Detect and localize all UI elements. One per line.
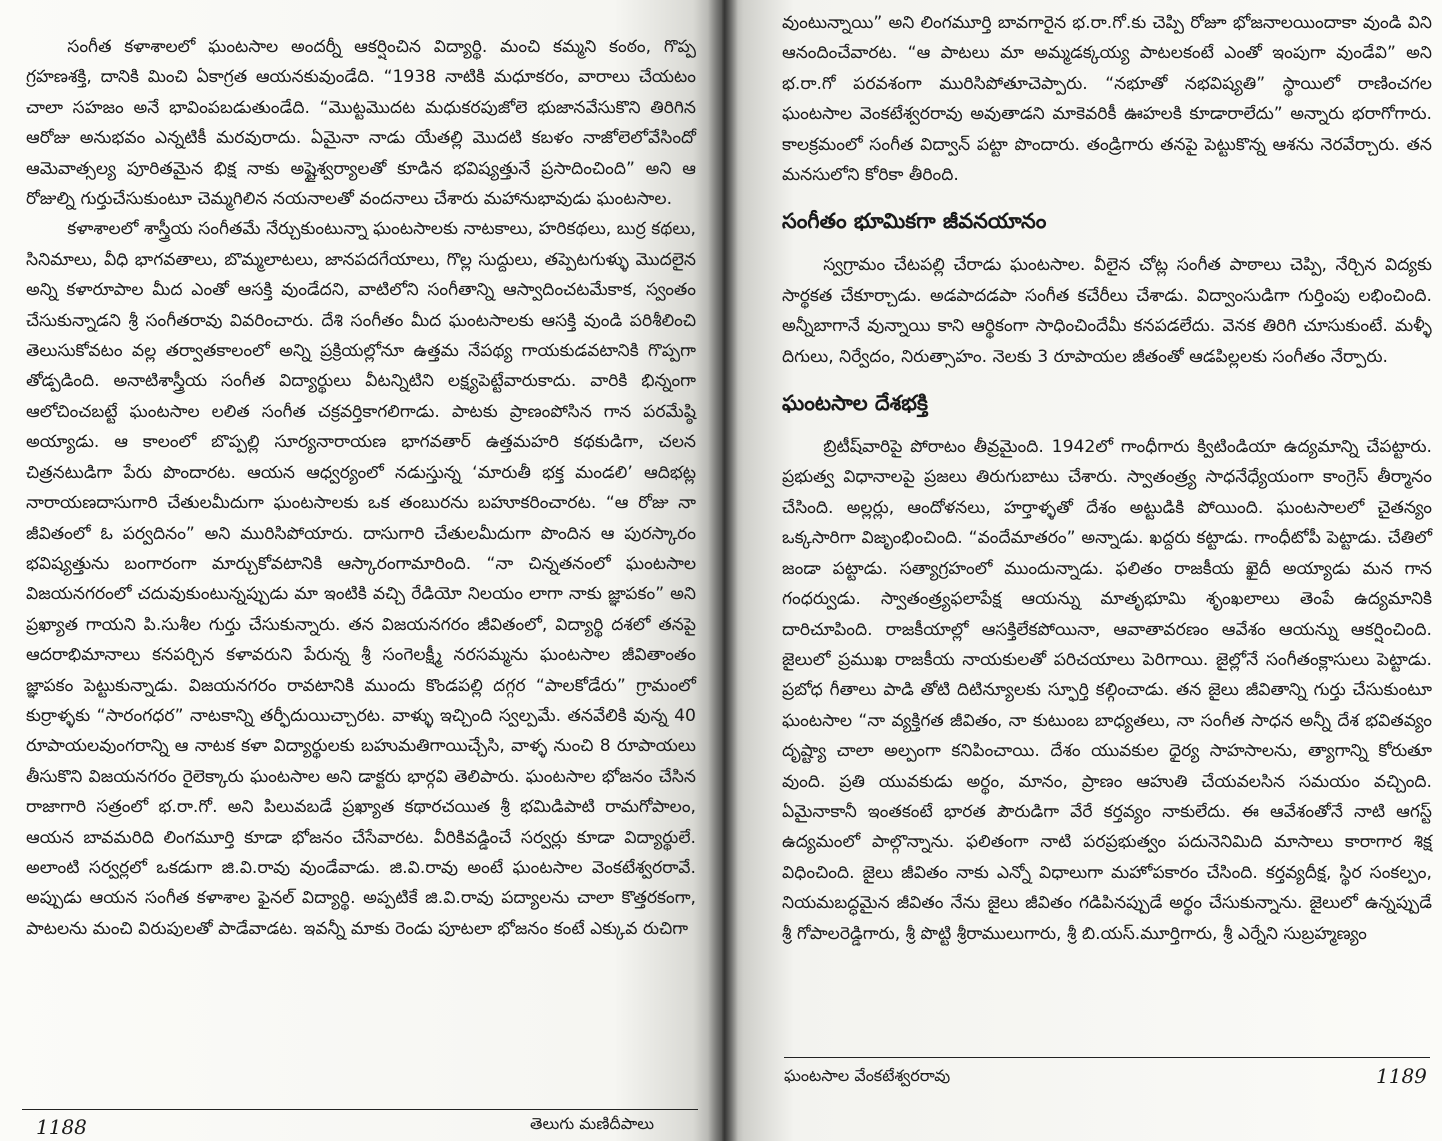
right-running-title: ఘంటసాల వేంకటేశ్వరరావు: [784, 1066, 951, 1085]
left-page-number: 1188: [36, 1115, 87, 1139]
right-footer-rule: [784, 1057, 1430, 1058]
left-footer-rule: [22, 1109, 698, 1110]
left-paragraph-1: సంగీత కళాశాలలో ఘంటసాల అందర్నీ ఆకర్షించిన విద్యార్థి. మంచి కమ్మని కంఠం, గొప్ప గ్రహణశక్తి, దానికి మించి ఏకాగ్రత ఆయనకువుండేది. “1938 నాటికి మధూకరం, వారాలు చేయటం చాలా సహజం అనే భావింపబడుతుండేది. “మొట్టమొదట మధుకరపుజోలె భుజానవేసుకొని తిరిగిన ఆరోజు అనుభవం ఎన్నటికీ మరవురాదు. ఏమైనా నాడు యేతల్లి మొదటి కబళం నాజోలెలోవేసిందో ఆమెవాత్సల్య పూరితమైన భిక్ష నాకు అష్టైశ్వర్యాలతో కూడిన భవిష్యత్తునే ప్రసాదించింది” అని ఆ రోజుల్ని గుర్తుచేసుకుంటూ చెమ్మగిలిన నయనాలతో వందనాలు చేశారు మహానుభావుడు ఘంటసాల.: [26, 37, 696, 210]
left-running-title: తెలుగు మణిదీపాలు: [530, 1114, 655, 1133]
section-paragraph-patriotism: బ్రిటీష్‌వారిపై పోరాటం తీవ్రమైంది. 1942లో గాంధీగారు క్విటిండియా ఉద్యమాన్ని చేపట్టారు. ప్రభుత్వ విధానాలపై ప్రజలు తిరుగుబాటు చేశారు. స్వాతంత్ర్య సాధనేధ్యేయంగా కాంగ్రెస్ తీర్మానం చేసింది. అల్లర్లు, ఆందోళనలు, హర్తాళ్ళతో దేశం అట్టుడికి పోయింది. ఘంటసాలలో చైతన్యం ఒక్కసారిగా విజృంభించింది. “వందేమాతరం” అన్నాడు. ఖద్దరు కట్టాడు. గాంధీటోపీ పెట్టాడు. చేతిలో జండా పట్టాడు. సత్యాగ్రహంలో ముందున్నాడు. ఫలితం రాజకీయ ఖైదీ అయ్యాడు మన గాన గంధర్వుడు. స్వాతంత్ర్యఫలాపేక్ష ఆయన్ను మాతృభూమి శృంఖలాలు తెంపే ఉద్యమానికి దారిచూపింది. రాజకీయాల్లో ఆసక్తిలేకపోయినా, ఆవాతావరణం ఆవేశం ఆయన్ను ఆకర్షించింది. జైలులో ప్రముఖ రాజకీయ నాయకులతో పరిచయాలు పెరిగాయి. జైల్లోనే సంగీతంక్లాసులు పెట్టాడు. ప్రబోధ గీతాలు పాడి తోటి దిటిన్యూలకు స్ఫూర్తి కల్గించాడు. తన జైలు జీవితాన్ని గుర్తు చేసుకుంటూ ఘంటసాల “నా వ్యక్తిగత జీవితం, నా కుటుంబ బాధ్యతలు, నా సంగీత సాధన అన్నీ దేశ భవితవ్యం దృష్ట్యా చాలా అల్పంగా కనిపించాయి. దేశం యువకుల ధైర్య సాహసాలను, త్యాగాన్ని కోరుతూ వుంది. ప్రతి యువకుడు అర్థం, మానం, ప్రాణం ఆహుతి చేయవలసిన సమయం వచ్చింది. ఏమైనాకానీ ఇంతకంటే భారత పౌరుడిగా వేరే కర్తవ్యం నాకులేదు. ఈ ఆవేశంతోనే నాటి ఆగస్ట్ ఉద్యమంలో పాల్గొన్నాను. ఫలితంగా నాటి పరప్రభుత్వం పదునెనిమిది మాసాలు కారాగార శిక్ష విధించింది. జైలు జీవితం నాకు ఎన్నో విధాలుగా మహోపకారం చేసింది. కర్తవ్యదీక్ష, స్థిర సంకల్పం, నియమబద్ధమైన జీవితం నేను జైలు జీవితం గడిపినప్పుడే అర్థం చేసుకున్నాను. జైలులో ఉన్నప్పుడే శ్రీ గోపాలరెడ్డిగారు, శ్రీ పొట్టి శ్రీరాములుగారు, శ్రీ బి.యస్.మూర్తిగారు, శ్రీ ఎర్నేని సుబ్రహ్మణ్యం: [782, 437, 1432, 944]
book-gutter-shadow: [708, 0, 738, 1141]
section-paragraph-music-life: స్వగ్రామం చేటపల్లి చేరాడు ఘంటసాల. వీలైన చోట్ల సంగీత పాఠాలు చెప్పి, నేర్చిన విద్యకు సార్థకత చేకూర్చాడు. అడపాదడపా సంగీత కచేరీలు చేశాడు. విద్వాంసుడిగా గుర్తింపు లభించింది. అన్నీబాగానే వున్నాయి కాని ఆర్థికంగా సాధించిందేమీ కనపడలేదు. వెనక తిరిగి చూసుకుంటే. మళ్ళీ దిగులు, నిర్వేదం, నిరుత్సాహం. నెలకు 3 రూపాయల జీతంతో ఆడపిల్లలకు సంగీతం నేర్పారు.: [782, 255, 1432, 367]
right-page-body: [782, 8, 1432, 949]
right-page: [722, 0, 1442, 1141]
section-heading-music-life: సంగీతం భూమికగా జీవనయానం: [782, 209, 1047, 234]
left-paragraph-2: కళాశాలలో శాస్త్రీయ సంగీతమే నేర్చుకుంటున్నా ఘంటసాలకు నాటకాలు, హరికథలు, బుర్ర కథలు, సినిమాలు, వీధి భాగవతాలు, బొమ్మలాటలు, జానపదగేయాలు, గొల్ల సుద్దులు, తప్పెటగుళ్ళు మొదలైన అన్ని కళారూపాల మీద ఎంతో ఆసక్తి వుండేదని, వాటిలోని సంగీతాన్ని ఆస్వాదించటమేకాక, స్వంతం చేసుకున్నాడని శ్రీ సంగీతరావు వివరించారు. దేశి సంగీతం మీద ఘంటసాలకు ఆసక్తి వుండి పరిశీలించి తెలుసుకోవటం వల్ల తర్వాతకాలంలో అన్ని ప్రక్రియల్లోనూ ఉత్తమ నేపథ్య గాయకుడవటానికి గొప్పగా తోడ్పడింది. అనాటిశాస్త్రీయ సంగీత విద్యార్థులు వీటన్నిటిని లక్ష్యపెట్టేవారుకాదు. వారికి భిన్నంగా ఆలోచించబట్టే ఘంటసాల లలిత సంగీత చక్రవర్తికాగలిగాడు. పాటకు ప్రాణంపోసిన గాన పరమేష్ఠి అయ్యాడు. ఆ కాలంలో బొప్పల్లి సూర్యనారాయణ భాగవతార్ ఉత్తమహరి కథకుడిగా, చలన చిత్రనటుడిగా పేరు పొందారట. ఆయన ఆధ్వర్యంలో నడుస్తున్న ‘మారుతీ భక్త మండలి’ ఆదిభట్ల నారాయణదాసుగారి చేతులమీదుగా ఘంటసాలకు ఒక తంబురను బహూకరించారట. “ఆ రోజు నా జీవితంలో ఓ పర్వదినం” అని మురిసిపోయారు. దాసుగారి చేతులమీదుగా పొందిన ఆ పురస్కారం భవిష్యత్తును బంగారంగా మార్చుకోవటానికి ఆస్కారంగామారింది. “నా చిన్నతనంలో ఘంటసాల విజయనగరంలో చదువుకుంటున్నప్పుడు మా ఇంటికి వచ్చి రేడియో నిలయం లాగా నాకు జ్ఞాపకం” అని ప్రఖ్యాత గాయని పి.సుశీల గుర్తు చేసుకున్నారు. తన విజయనగరం జీవితంలో, విద్యార్థి దశలో తనపై ఆదరాభిమానాలు కనపర్చిన కళావరుని పేరున్న శ్రీ సంగెలక్ష్మీ నరసమ్మను ఘంటసాల జీవితాంతం జ్ఞాపకం పెట్టుకున్నాడు. విజయనగరం రావటానికి ముందు కొండపల్లి దగ్గర “పాలకోడేరు” గ్రామంలో కుర్రాళ్ళకు “సారంగధర” నాటకాన్ని తర్ఫీదుయిచ్చారట. వాళ్ళు ఇచ్చింది స్వల్పమే. తనవేలికి వున్న 40 రూపాయలవుంగరాన్ని ఆ నాటక కళా విద్యార్థులకు బహుమతిగాయిచ్చేసి, వాళ్ళ నుంచి 8 రూపాయలు తీసుకొని విజయనగరం రైలెక్కారు ఘంటసాల అని డాక్టరు భార్గవి తెలిపారు. ఘంటసాల భోజనం చేసిన రాజాగారి సత్రంలో భ.రా.గో. అని పిలువబడే ప్రఖ్యాత కథారచయిత శ్రీ భమిడిపాటి రామగోపాలం, ఆయన బావమరిది లింగమూర్తి కూడా భోజనం చేసేవారట. వీరికివడ్డించే సర్వర్లు కూడా విద్యార్థులే. అలాంటి సర్వర్లలో ఒకడుగా జి.వి.రావు వుండేవాడు. జి.వి.రావు అంటే ఘంటసాల వెంకటేశ్వరరావే. అప్పుడు ఆయన సంగీత కళాశాల ఫైనల్ విద్యార్థి. అప్పటికే జి.వి.రావు పద్యాలను చాలా కొత్తరకంగా, పాటలను మంచి విరుపులతో పాడేవాడట. ఇవన్నీ మాకు రెండు పూటలా భోజనం కంటే ఎక్కువ రుచిగా: [26, 219, 696, 939]
right-page-number: 1189: [1376, 1064, 1427, 1088]
section-heading-patriotism: ఘంటసాల దేశభక్తి: [782, 391, 929, 416]
left-page-body: [26, 32, 696, 944]
right-opening-paragraph: వుంటున్నాయి” అని లింగమూర్తి బావగారైన భ.రా.గో.కు చెప్పి రోజూ భోజనాలయిందాకా వుండి విని ఆనందించేవారట. “ఆ పాటలు మా అమ్మడక్కయ్య పాటలకంటే ఎంతో ఇంపుగా వుండేవి” అని భ.రా.గో పరవశంగా మురిసిపోతూచెప్పారు. “నభూతో నభవిష్యతి” స్థాయిలో రాణించగల ఘంటసాల వెంకటేశ్వరరావు అవుతాడని మాకెవరికీ ఊహలకి కూడారాలేదు” అన్నారు భరాగోగారు. కాలక్రమంలో సంగీత విద్వాన్ పట్టా పొందారు. తండ్రిగారు తనపై పెట్టుకొన్న ఆశను నెరవేర్చారు. తన మనసులోని కోరికా తీరింది.: [782, 13, 1432, 186]
